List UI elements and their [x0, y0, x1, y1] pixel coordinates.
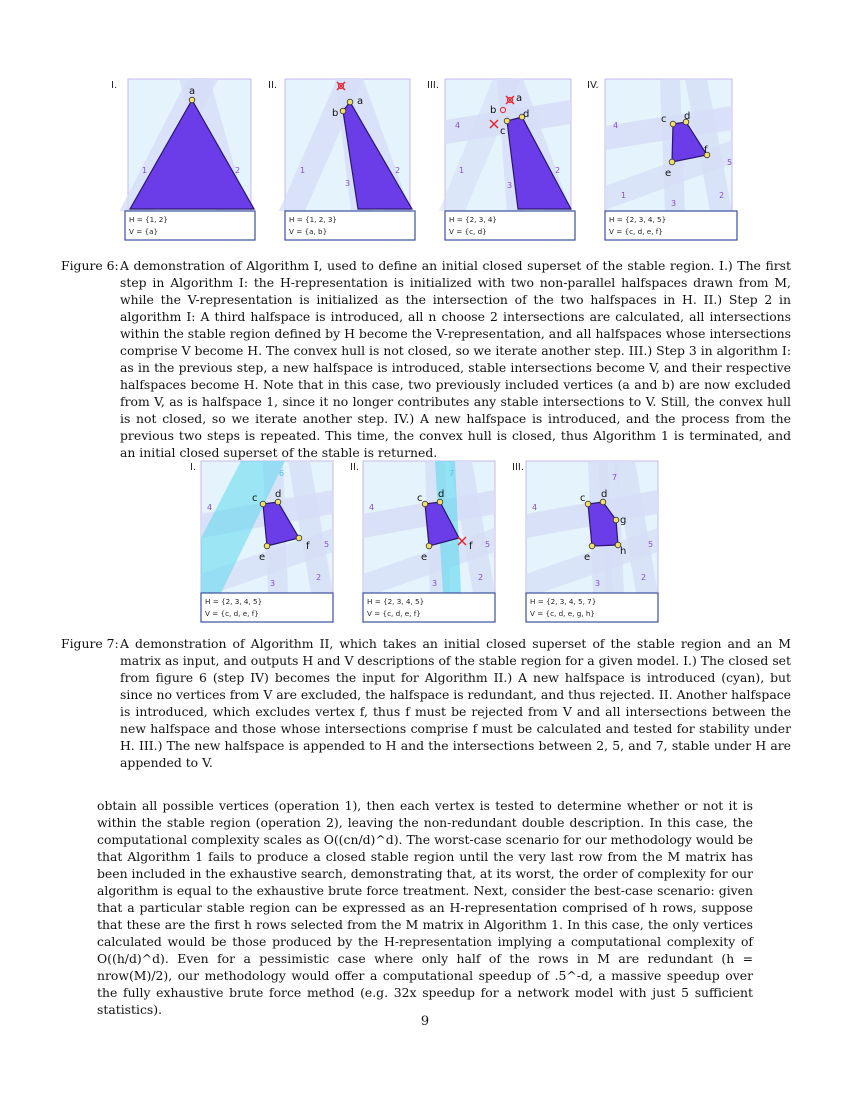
- h-representation: H = {2, 3, 4, 5, 7}: [530, 597, 597, 606]
- halfspace-6-label: 6: [279, 469, 285, 478]
- vertex-c-label: c: [417, 493, 423, 504]
- panel-diagram: [105, 76, 255, 241]
- h-representation: H = {1, 2, 3}: [289, 215, 337, 224]
- h-representation: H = {2, 3, 4, 5}: [367, 597, 425, 606]
- halfspace-5-label: 5: [324, 540, 330, 549]
- figure6-caption-label: Figure 6:: [61, 258, 119, 273]
- halfspace-2-label: 2: [555, 166, 561, 175]
- vertex-a-label: a: [516, 93, 523, 104]
- vertex-d-label: d: [684, 111, 691, 122]
- vertex-g-label: g: [620, 515, 627, 526]
- halfspace-3-label: 3: [432, 579, 438, 588]
- h-representation: H = {1, 2}: [129, 215, 168, 224]
- vertex-f-label: f: [704, 145, 708, 156]
- vertex-a-label: a: [189, 86, 196, 97]
- panel-numeral: III.: [512, 462, 525, 473]
- figure6-panel-2: [265, 76, 415, 241]
- halfspace-1-label: 1: [459, 166, 465, 175]
- panel-numeral: II.: [268, 80, 278, 91]
- body-paragraph: obtain all possible vertices (operation 1), then each vertex is tested to determine whether or not it is within the stable region (operation 2), leaving the non-redundant double description. In this case, the computational complexity scales as O((cn/d)^d). The worst-case scenario for our methodology would be that Algorithm 1 fails to produce a closed stable region until the very last row from the M matrix has been included in the exhaustive search, demonstrating that, at its worst, the order of complexity for our algorithm is equal to the exhaustive brute force treatment. Next, consider the best-case scenario: given that a particular stable region can be expressed as an H-representation comprised of h rows, suppose that these are the first h rows selected from the M matrix in Algorithm 1. In this case, the only vertices calculated would be those produced by the H-representation implying a computational complexity of O((h/d)^d). Even for a pessimistic case where only half of the rows in M are redundant (h = nrow(M)/2), our methodology would offer a computational speedup of .5^-d, a massive speedup over the fully exhaustive brute force method (e.g. 32x speedup for a network model with just 5 sufficient statistics).: [97, 798, 753, 1017]
- halfspace-1-label: 1: [621, 191, 627, 200]
- vertex-b-label: b: [332, 108, 339, 119]
- halfspace-4-label: 4: [369, 503, 375, 512]
- v-representation: V = {c, d, e, g, h}: [530, 609, 595, 618]
- halfspace-7-label: 7: [449, 469, 455, 478]
- halfspace-3-label: 3: [270, 579, 276, 588]
- panel-numeral: I.: [190, 462, 197, 473]
- vertex-a-label: a: [357, 96, 364, 107]
- page-number: 9: [420, 1014, 430, 1029]
- vertex-e-label: e: [665, 168, 672, 179]
- figure7-caption-label: Figure 7:: [61, 636, 119, 651]
- halfspace-2-label: 2: [641, 573, 647, 582]
- halfspace-1-label: 1: [300, 166, 306, 175]
- panel-diagram: [185, 458, 335, 626]
- vertex-b-label: b: [490, 105, 497, 116]
- panel-numeral: IV.: [587, 80, 599, 91]
- v-representation: V = {a, b}: [289, 227, 328, 236]
- halfspace-5-label: 5: [727, 158, 733, 167]
- panel-diagram: [510, 458, 665, 626]
- panel-diagram: [347, 458, 497, 626]
- vertex-d-label: d: [601, 489, 608, 500]
- figure6-panel-3: [425, 76, 575, 241]
- vertex-e-label: e: [259, 552, 266, 563]
- panel-diagram: [585, 76, 740, 241]
- vertex-e-label: e: [421, 552, 428, 563]
- vertex-e-label: e: [584, 552, 591, 563]
- figure6-caption-text: A demonstration of Algorithm I, used to define an initial closed superset of the stable region. I.) The first step in Algorithm I: the H-representation is initialized with two non-parallel halfspaces drawn from M, while the V-representation is initialized as the intersection of the two halfspaces in H. II.) Step 2 in algorithm I: A third halfspace is introduced, all n choose 2 intersections are calculated, all intersections within the stable region defined by H become the V-representation, and all halfspaces whose intersections comprise V become H. The convex hull is not closed, so we iterate another step. III.) Step 3 in algorithm I: as in the previous step, a new halfspace is introduced, stable intersections become V, and their respective halfspaces become H. Note that in this case, two previously included vertices (a and b) are now excluded from V, as is halfspace 1, since it no longer contributes any stable intersections to V. Still, the convex hull is not closed, so we iterate another step. IV.) A new halfspace is introduced, and the process from the previous two steps is repeated. This time, the convex hull is closed, thus Algorithm 1 is terminated, and an initial closed superset of the stable is returned.: [120, 258, 791, 460]
- halfspace-2-label: 2: [316, 573, 322, 582]
- figure6-caption: [61, 257, 791, 461]
- panel-numeral: III.: [427, 80, 440, 91]
- vertex-c-label: c: [252, 493, 258, 504]
- halfspace-3-label: 3: [507, 181, 513, 190]
- halfspace-3-label: 3: [345, 179, 351, 188]
- v-representation: V = {c, d, e, f}: [609, 227, 663, 236]
- halfspace-5-label: 5: [648, 540, 654, 549]
- halfspace-3-label: 3: [595, 579, 601, 588]
- halfspace-2-label: 2: [719, 191, 725, 200]
- figure7-panel-1: [185, 458, 335, 626]
- halfspace-4-label: 4: [532, 503, 538, 512]
- vertex-d-label: d: [523, 109, 530, 120]
- halfspace-1-label: 1: [142, 166, 148, 175]
- figure7-panel-3: [510, 458, 665, 626]
- h-representation: H = {2, 3, 4, 5}: [205, 597, 263, 606]
- v-representation: V = {c, d, e, f}: [205, 609, 259, 618]
- panel-numeral: II.: [350, 462, 360, 473]
- panel-diagram: [265, 76, 415, 241]
- figure6-panel-1: [105, 76, 255, 241]
- figure7-caption: [61, 635, 791, 771]
- halfspace-4-label: 4: [207, 503, 213, 512]
- vertex-d-label: d: [275, 489, 282, 500]
- figure7-panel-2: [347, 458, 497, 626]
- halfspace-4-label: 4: [455, 121, 461, 130]
- halfspace-4-label: 4: [613, 121, 619, 130]
- figure6-panel-4: [585, 76, 740, 241]
- v-representation: V = {a}: [129, 227, 159, 236]
- panel-diagram: [425, 76, 575, 241]
- vertex-f-label: f: [469, 541, 473, 552]
- halfspace-2-label: 2: [235, 166, 241, 175]
- figure7-caption-text: A demonstration of Algorithm II, which takes an initial closed superset of the stable region and an M matrix as input, and outputs H and V descriptions of the stable region for a given model. I.) The closed set from figure 6 (step IV) becomes the input for Algorithm II.) A new halfspace is introduced (cyan), but since no vertices from V are excluded, the halfspace is redundant, and thus rejected. II. Another halfspace is introduced, which excludes vertex f, thus f must be rejected from V and all intersections between the new halfspace and those whose intersections comprise f must be calculated and tested for stability under H. III.) The new halfspace is appended to H and the intersections between 2, 5, and 7, stable under H are appended to V.: [120, 636, 791, 770]
- vertex-c-label: c: [661, 114, 667, 125]
- halfspace-2-label: 2: [395, 166, 401, 175]
- vertex-d-label: d: [438, 489, 445, 500]
- halfspace-2-label: 2: [478, 573, 484, 582]
- h-representation: H = {2, 3, 4, 5}: [609, 215, 667, 224]
- v-representation: V = {c, d}: [449, 227, 487, 236]
- halfspace-5-label: 5: [485, 540, 491, 549]
- h-representation: H = {2, 3, 4}: [449, 215, 497, 224]
- vertex-c-label: c: [580, 493, 586, 504]
- halfspace-3-label: 3: [671, 199, 677, 208]
- panel-numeral: I.: [111, 80, 118, 91]
- halfspace-7-label: 7: [612, 473, 618, 482]
- vertex-c-label: c: [500, 126, 506, 137]
- vertex-h-label: h: [620, 546, 627, 557]
- vertex-f-label: f: [306, 541, 310, 552]
- v-representation: V = {c, d, e, f}: [367, 609, 421, 618]
